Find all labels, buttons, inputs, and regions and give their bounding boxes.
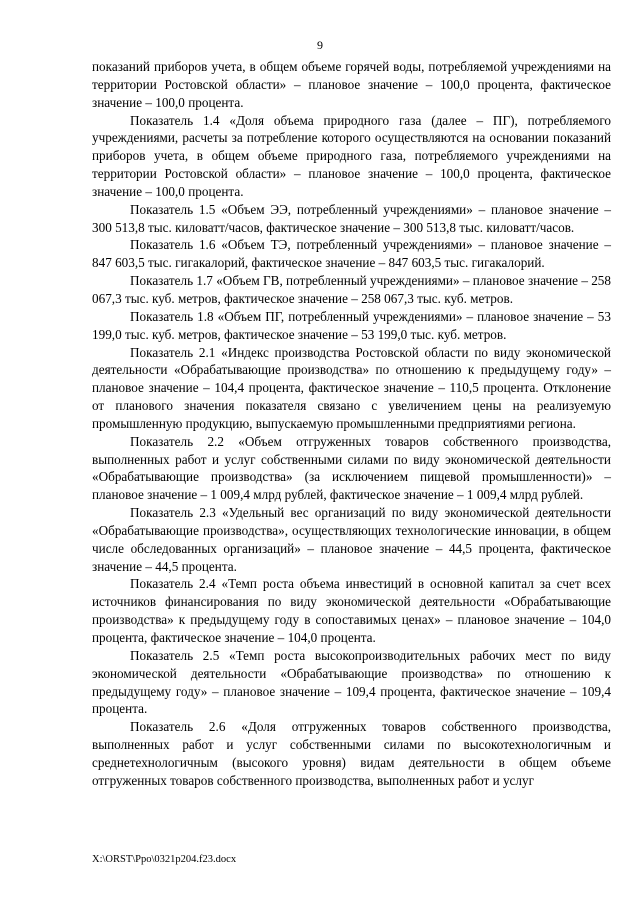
- paragraph: Показатель 2.1 «Индекс производства Ростовской области по виду экономической деятельности «Обрабатывающие производства» по отношению к предыдущему году» – плановое значение – 104,4 процента, фактическое значение – 110,5 процента. Отклонение от планового значения показателя связано с увеличением цены на реализуемую промышленную продукцию, выпускаемую промышленными предприятиями региона.: [92, 344, 611, 431]
- paragraph: Показатель 2.2 «Объем отгруженных товаров собственного производства, выполненных работ и услуг собственными силами по виду экономической деятельности «Обрабатывающие производства» (за исключением пищевой промышленности)» – плановое значение – 1 009,4 млрд рублей, фактическое значение – 1 009,4 млрд рублей.: [92, 433, 611, 503]
- paragraph: Показатель 1.5 «Объем ЭЭ, потребленный учреждениями» – плановое значение – 300 513,8 тыс. киловатт/часов, фактическое значение – 300 513,8 тыс. киловатт/часов.: [92, 201, 611, 235]
- paragraph: Показатель 2.5 «Темп роста высокопроизводительных рабочих мест по виду экономической деятельности «Обрабатывающие производства» по отношению к предыдущему году» – плановое значение – 109,4 процента, фактическое значение – 109,4 процента.: [92, 647, 611, 717]
- footer-file-path: X:\ORST\Ppo\0321p204.f23.docx: [92, 854, 237, 865]
- paragraph: Показатель 1.4 «Доля объема природного газа (далее – ПГ), потребляемого учреждениями, расчеты за потребление которого осуществляются на основании показаний приборов учета, в общем объеме природного газа, потребляемого учреждениями на территории Ростовской области» – плановое значение – 100,0 процента, фактическое значение – 100,0 процента.: [92, 112, 611, 199]
- page-number: 9: [317, 38, 323, 52]
- paragraph: Показатель 2.6 «Доля отгруженных товаров собственного производства, выполненных работ и услуг собственными силами по высокотехнологичным и среднетехнологичным (высокого уровня) видам деятельности в общем объеме отгруженных товаров собственного производства, выполненных работ и услуг: [92, 719, 611, 788]
- paragraph: Показатель 2.4 «Темп роста объема инвестиций в основной капитал за счет всех источников финансирования по виду экономической деятельности «Обрабатывающие производства» к предыдущему году в сопоставимых ценах» – плановое значение – 104,0 процента, фактическое значение – 104,0 процента.: [92, 576, 611, 645]
- paragraph: Показатель 1.8 «Объем ПГ, потребленный учреждениями» – плановое значение – 53 199,0 тыс. куб. метров, фактическое значение – 53 199,0 тыс. куб. метров.: [92, 308, 611, 342]
- paragraph: Показатель 2.3 «Удельный вес организаций по виду экономической деятельности «Обрабатывающие производства», осуществляющих технологические инновации, в общем числе обследованных организаций» – плановое значение – 44,5 процента, фактическое значение – 44,5 процента.: [92, 505, 611, 574]
- paragraph: показаний приборов учета, в общем объеме горячей воды, потребляемой учреждениями на территории Ростовской области» – плановое значение – 100,0 процента, фактическое значение – 100,0 процента.: [92, 59, 611, 110]
- paragraph: Показатель 1.6 «Объем ТЭ, потребленный учреждениями» – плановое значение – 847 603,5 тыс. гигакалорий, фактическое значение – 847 603,5 тыс. гигакалорий.: [92, 237, 611, 271]
- paragraph: Показатель 1.7 «Объем ГВ, потребленный учреждениями» – плановое значение – 258 067,3 тыс. куб. метров, фактическое значение – 258 067,3 тыс. куб. метров.: [92, 273, 611, 306]
- document-body: [92, 58, 611, 790]
